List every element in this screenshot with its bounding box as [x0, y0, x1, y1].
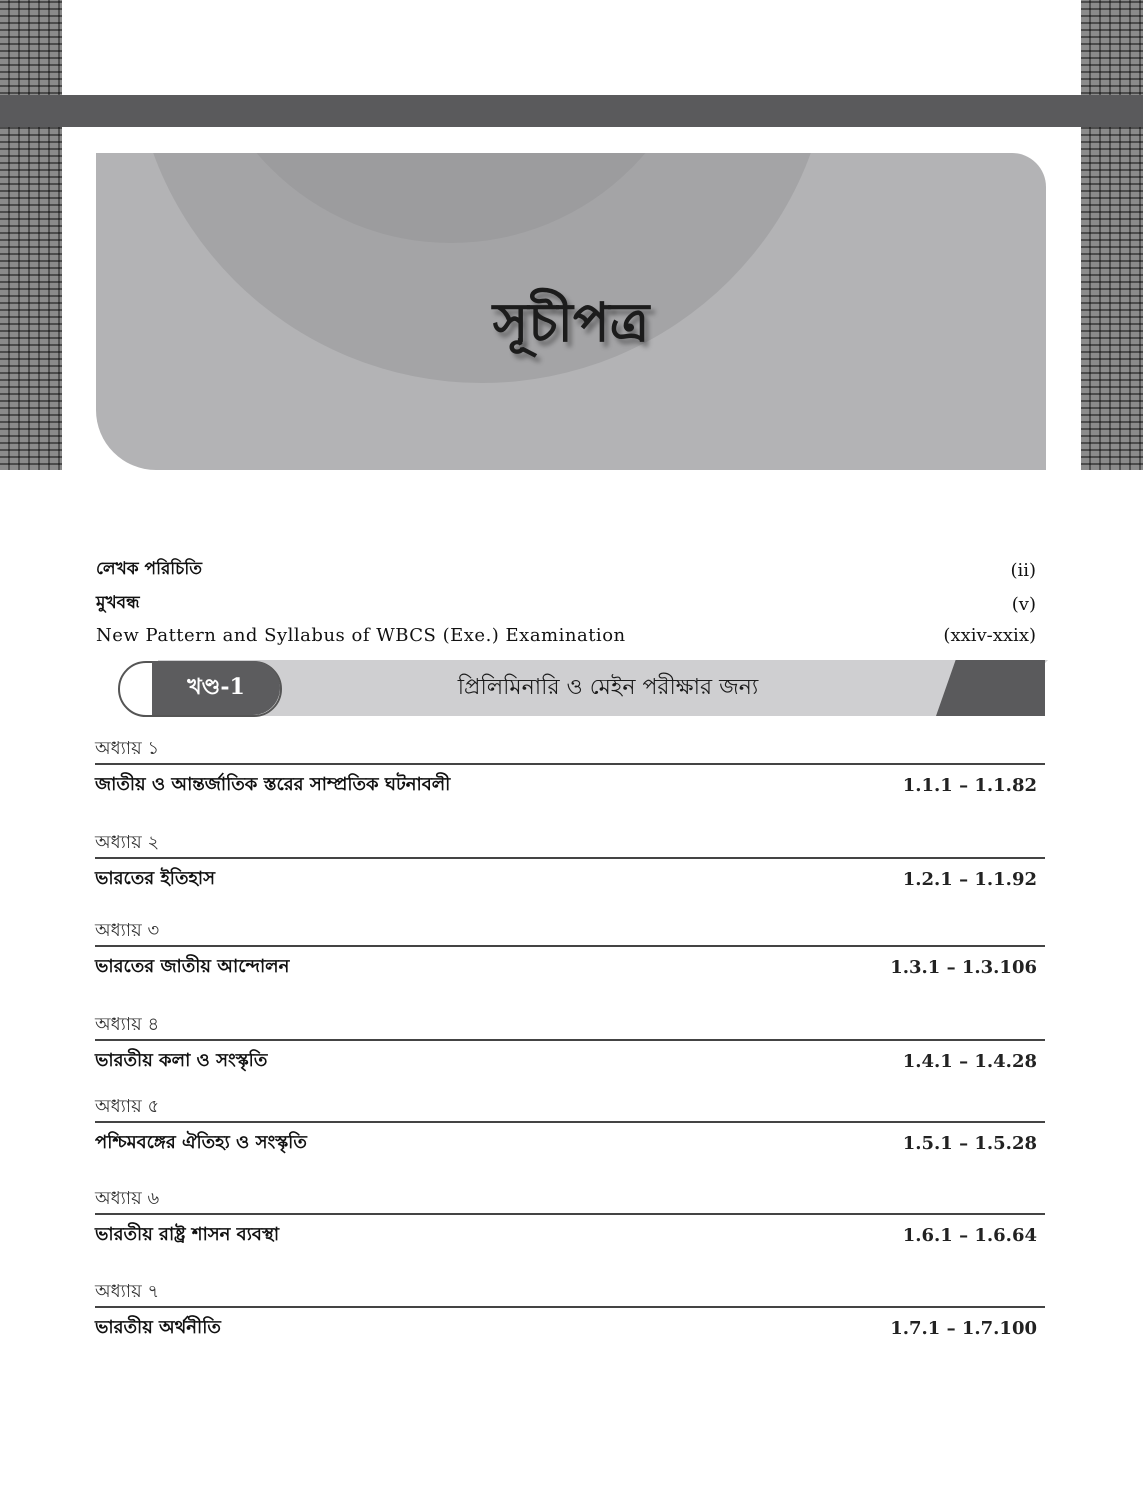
chapter-title: ভারতের ইতিহাস — [95, 867, 216, 889]
front-matter-page: (ii) — [1010, 559, 1036, 581]
chapter-entry[interactable] — [95, 1093, 1045, 1163]
right-grid-decoration — [1081, 0, 1143, 470]
chapter-entry[interactable] — [95, 829, 1045, 899]
section-title: প্রিলিমিনারি ও মেইন পরীক্ষার জন্য — [457, 674, 759, 700]
chapter-title: পশ্চিমবঙ্গের ঐতিহ্য ও সংস্কৃতি — [95, 1131, 307, 1153]
front-matter-label: মুখবন্ধ — [96, 593, 140, 613]
front-matter-label: লেখক পরিচিতি — [96, 559, 202, 579]
section-tag: খণ্ড-1 — [152, 661, 280, 715]
chapter-label: অধ্যায় ৪ — [95, 1014, 160, 1035]
front-matter-page: (xxiv-xxix) — [943, 624, 1036, 646]
chapter-entry[interactable] — [95, 1278, 1045, 1348]
header-band — [0, 95, 1143, 127]
chapter-pages: 1.4.1 – 1.4.28 — [902, 1050, 1037, 1072]
chapter-pages: 1.6.1 – 1.6.64 — [902, 1224, 1037, 1246]
chapter-entry[interactable] — [95, 735, 1045, 805]
chapter-title: ভারতীয় কলা ও সংস্কৃতি — [95, 1049, 268, 1071]
front-matter-label: New Pattern and Syllabus of WBCS (Exe.) Examination — [96, 624, 626, 646]
chapter-entry[interactable] — [95, 1011, 1045, 1081]
chapter-pages: 1.5.1 – 1.5.28 — [902, 1132, 1037, 1154]
chapter-title: জাতীয় ও আন্তর্জাতিক স্তরের সাম্প্রতিক ঘটনাবলী — [95, 773, 451, 795]
front-matter-row[interactable] — [96, 555, 1036, 585]
chapter-pages: 1.2.1 – 1.1.92 — [902, 868, 1037, 890]
chapter-label: অধ্যায় ১ — [95, 738, 160, 759]
chapter-label: অধ্যায় ৩ — [95, 920, 160, 941]
chapter-pages: 1.1.1 – 1.1.82 — [902, 774, 1037, 796]
chapter-entry[interactable] — [95, 917, 1045, 987]
chapter-pages: 1.7.1 – 1.7.100 — [890, 1317, 1037, 1339]
chapter-label: অধ্যায় ৫ — [95, 1096, 160, 1117]
chapter-title: ভারতের জাতীয় আন্দোলন — [95, 955, 290, 977]
chapter-label: অধ্যায় ৬ — [95, 1188, 160, 1209]
front-matter-row[interactable] — [96, 620, 1036, 650]
chapter-title: ভারতীয় অর্থনীতি — [95, 1316, 221, 1338]
chapter-label: অধ্যায় ৭ — [95, 1281, 160, 1302]
section-banner — [118, 660, 1045, 716]
page-title: সূচীপত্র — [492, 291, 650, 354]
chapter-label: অধ্যায় ২ — [95, 832, 160, 853]
chapter-title: ভারতীয় রাষ্ট্র শাসন ব্যবস্থা — [95, 1223, 280, 1245]
front-matter-row[interactable] — [96, 589, 1036, 619]
chapter-entry[interactable] — [95, 1185, 1045, 1255]
chapter-pages: 1.3.1 – 1.3.106 — [890, 956, 1037, 978]
front-matter-page: (v) — [1011, 593, 1036, 615]
title-panel — [96, 153, 1046, 470]
left-grid-decoration — [0, 0, 62, 470]
